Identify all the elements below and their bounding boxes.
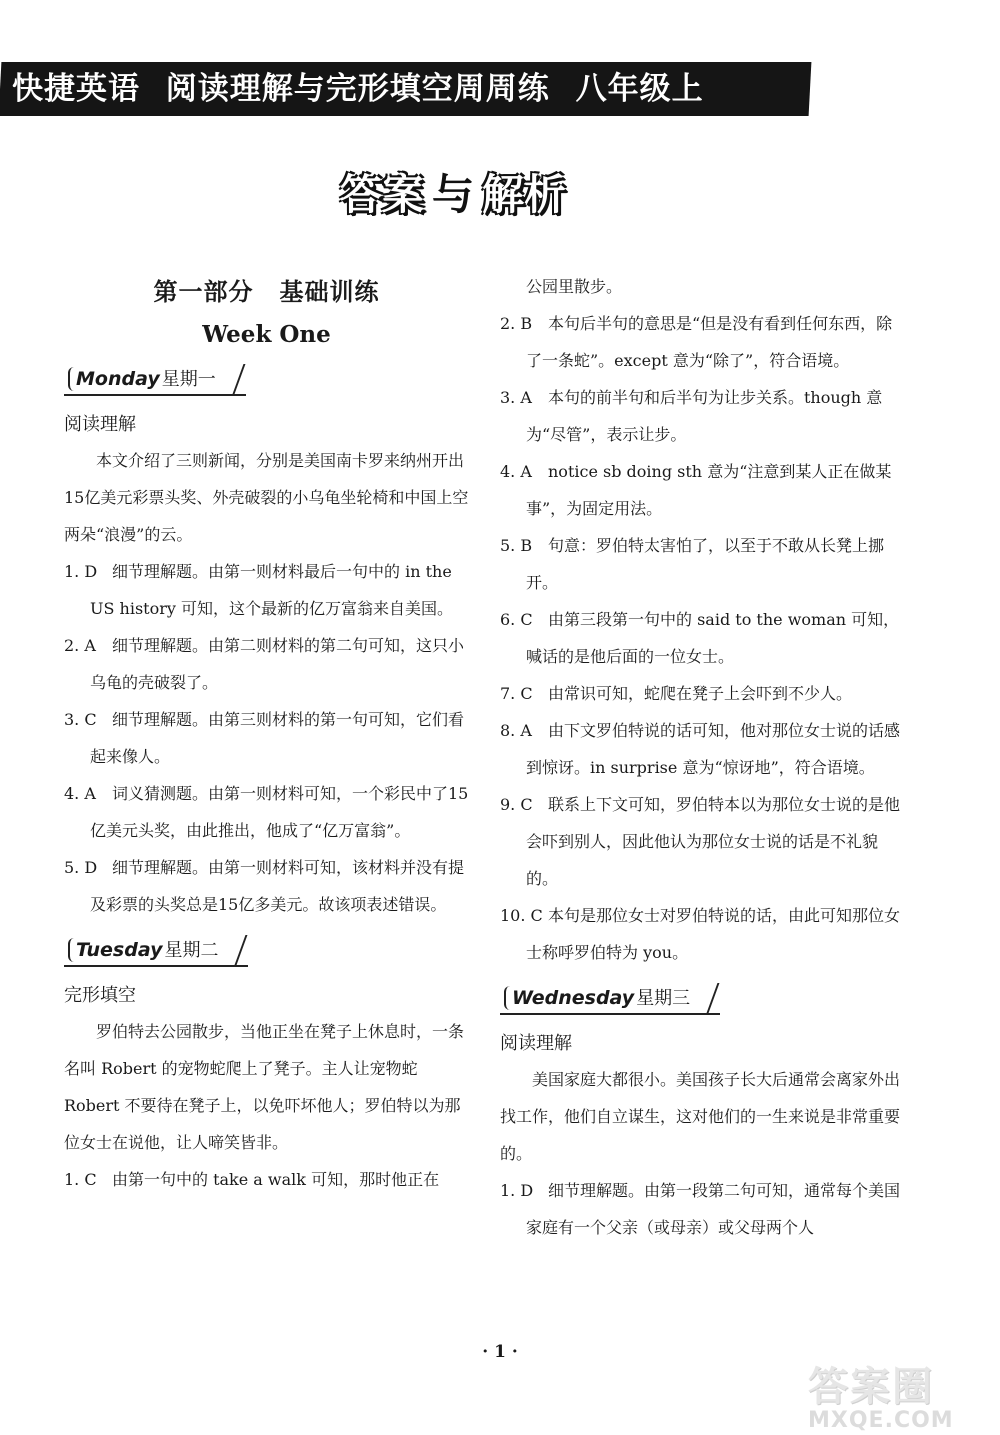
answer-number: 2. A xyxy=(64,636,96,655)
answer-item xyxy=(64,775,469,849)
answer-text: 由常识可知，蛇爬在凳子上会吓到不少人。 xyxy=(548,684,853,703)
page-number: · 1 · xyxy=(482,1342,518,1362)
day-zh: 星期一 xyxy=(161,369,216,390)
answer-text: 本句的前半句和后半句为让步关系。though 意为“尽管”，表示让步。 xyxy=(526,388,883,444)
answer-text: 由第一句中的 take a walk 可知，那时他正在 xyxy=(112,1170,440,1189)
summary-paragraph: 美国家庭大都很小。美国孩子长大后通常会离家外出找工作，他们自立谋生，这对他们的一生来说是非常重要的。 xyxy=(500,1070,901,1163)
day-zh: 星期三 xyxy=(636,988,691,1009)
section-heading: 阅读理解 xyxy=(64,414,136,435)
header-brand: 快捷英语 xyxy=(12,71,140,107)
answer-item xyxy=(64,553,469,627)
answer-item xyxy=(64,849,469,923)
answer-continuation: 公园里散步。 xyxy=(526,277,623,296)
day-zh: 星期二 xyxy=(164,940,219,961)
part-label: 第一部分 xyxy=(153,278,254,306)
answer-number: 1. D xyxy=(64,562,98,581)
header-subtitle: 阅读理解与完形填空周周练 xyxy=(165,71,550,107)
answer-item xyxy=(64,1161,469,1198)
answer-number: 8. A xyxy=(500,721,532,740)
watermark-logo: 答案圈 xyxy=(808,1364,934,1410)
answer-number: 5. D xyxy=(64,858,98,877)
answer-number: 7. C xyxy=(500,684,533,703)
answer-item xyxy=(500,897,905,971)
header-grade: 八年级上 xyxy=(575,71,704,107)
answer-text: 句意：罗伯特太害怕了，以至于不敢从长凳上挪开。 xyxy=(526,536,885,592)
section-heading: 完形填空 xyxy=(64,985,136,1006)
page-title xyxy=(340,162,567,219)
summary-paragraph: 本文介绍了三则新闻，分别是美国南卡罗来纳州开出15亿美元彩票头奖、外壳破裂的小乌龟坐轮椅和中国上空两朵“浪漫”的云。 xyxy=(64,451,469,544)
answer-item xyxy=(64,627,469,701)
day-tag-tuesday xyxy=(64,935,248,967)
answer-number: 10. C xyxy=(500,906,543,925)
answer-number: 3. A xyxy=(500,388,532,407)
day-en: Tuesday xyxy=(76,939,163,961)
day-tag-monday xyxy=(64,364,246,396)
header-text xyxy=(12,66,718,112)
answer-item xyxy=(500,1172,905,1246)
day-en: Monday xyxy=(76,368,160,390)
answer-item xyxy=(500,527,905,601)
answer-item xyxy=(500,712,905,786)
answer-text: 由下文罗伯特说的话可知，他对那位女士说的话感到惊讶。in surprise 意为“惊讶地”，符合语境。 xyxy=(526,721,901,777)
answer-item xyxy=(64,701,469,775)
answer-item xyxy=(500,675,905,712)
answer-number: 2. B xyxy=(500,314,533,333)
answer-text: 联系上下文可知，罗伯特本以为那位女士说的是他会吓到别人，因此他认为那位女士说的话是不礼貌的。 xyxy=(526,795,901,888)
part-name: 基础训练 xyxy=(279,278,380,306)
answer-text: 细节理解题。由第二则材料的第二句可知，这只小乌龟的壳破裂了。 xyxy=(90,636,465,692)
title-and: 与 xyxy=(432,170,475,219)
title-answer: 答案 xyxy=(340,170,425,219)
answer-text: notice sb doing sth 意为“注意到某人正在做某事”，为固定用法。 xyxy=(526,462,892,518)
answer-text: 本句是那位女士对罗伯特说的话，由此可知那位女士称呼罗伯特为 you。 xyxy=(526,906,901,962)
answer-item xyxy=(500,305,905,379)
day-en: Wednesday xyxy=(512,987,635,1009)
answer-text: 词义猜测题。由第一则材料可知，一个彩民中了15亿美元头奖，由此推出，他成了“亿万富翁”。 xyxy=(90,784,469,840)
answer-item xyxy=(500,379,905,453)
answer-text: 本句后半句的意思是“但是没有看到任何东西，除了一条蛇”。except 意为“除了”，符合语境。 xyxy=(526,314,893,370)
summary-paragraph: 罗伯特去公园散步，当他正坐在凳子上休息时，一条名叫 Robert 的宠物蛇爬上了凳子。主人让宠物蛇 Robert 不要待在凳子上，以免吓坏他人；罗伯特以为那位女士在说他，让人啼笑皆非。 xyxy=(64,1022,465,1152)
answer-text: 细节理解题。由第一段第二句可知，通常每个美国家庭有一个父亲（或母亲）或父母两个人 xyxy=(526,1181,901,1237)
answer-text: 细节理解题。由第一则材料可知，该材料并没有提及彩票的头奖总是15亿多美元。故该项表述错误。 xyxy=(90,858,465,914)
week-title: Week One xyxy=(202,321,331,348)
section-heading: 阅读理解 xyxy=(500,1033,572,1054)
answer-item xyxy=(500,601,905,675)
answer-number: 9. C xyxy=(500,795,533,814)
answer-number: 1. D xyxy=(500,1181,534,1200)
title-analysis: 解析 xyxy=(482,170,567,219)
answer-number: 6. C xyxy=(500,610,533,629)
answer-number: 1. C xyxy=(64,1170,97,1189)
answer-number: 4. A xyxy=(500,462,532,481)
answer-item xyxy=(500,786,905,897)
answer-item xyxy=(500,453,905,527)
watermark-url: MXQE.COM xyxy=(808,1408,954,1433)
answer-number: 3. C xyxy=(64,710,97,729)
left-column xyxy=(64,268,469,1198)
part-title xyxy=(64,272,469,307)
answer-text: 细节理解题。由第三则材料的第一句可知，它们看起来像人。 xyxy=(90,710,465,766)
day-tag-wednesday xyxy=(500,983,720,1015)
right-column xyxy=(500,268,905,1246)
answer-number: 4. A xyxy=(64,784,96,803)
watermark xyxy=(808,1355,998,1435)
answer-text: 细节理解题。由第一则材料最后一句中的 in the US history 可知，这个最新的亿万富翁来自美国。 xyxy=(90,562,454,618)
answer-text: 由第三段第一句中的 said to the woman 可知，喊话的是他后面的一位女士。 xyxy=(526,610,900,666)
answer-number: 5. B xyxy=(500,536,533,555)
